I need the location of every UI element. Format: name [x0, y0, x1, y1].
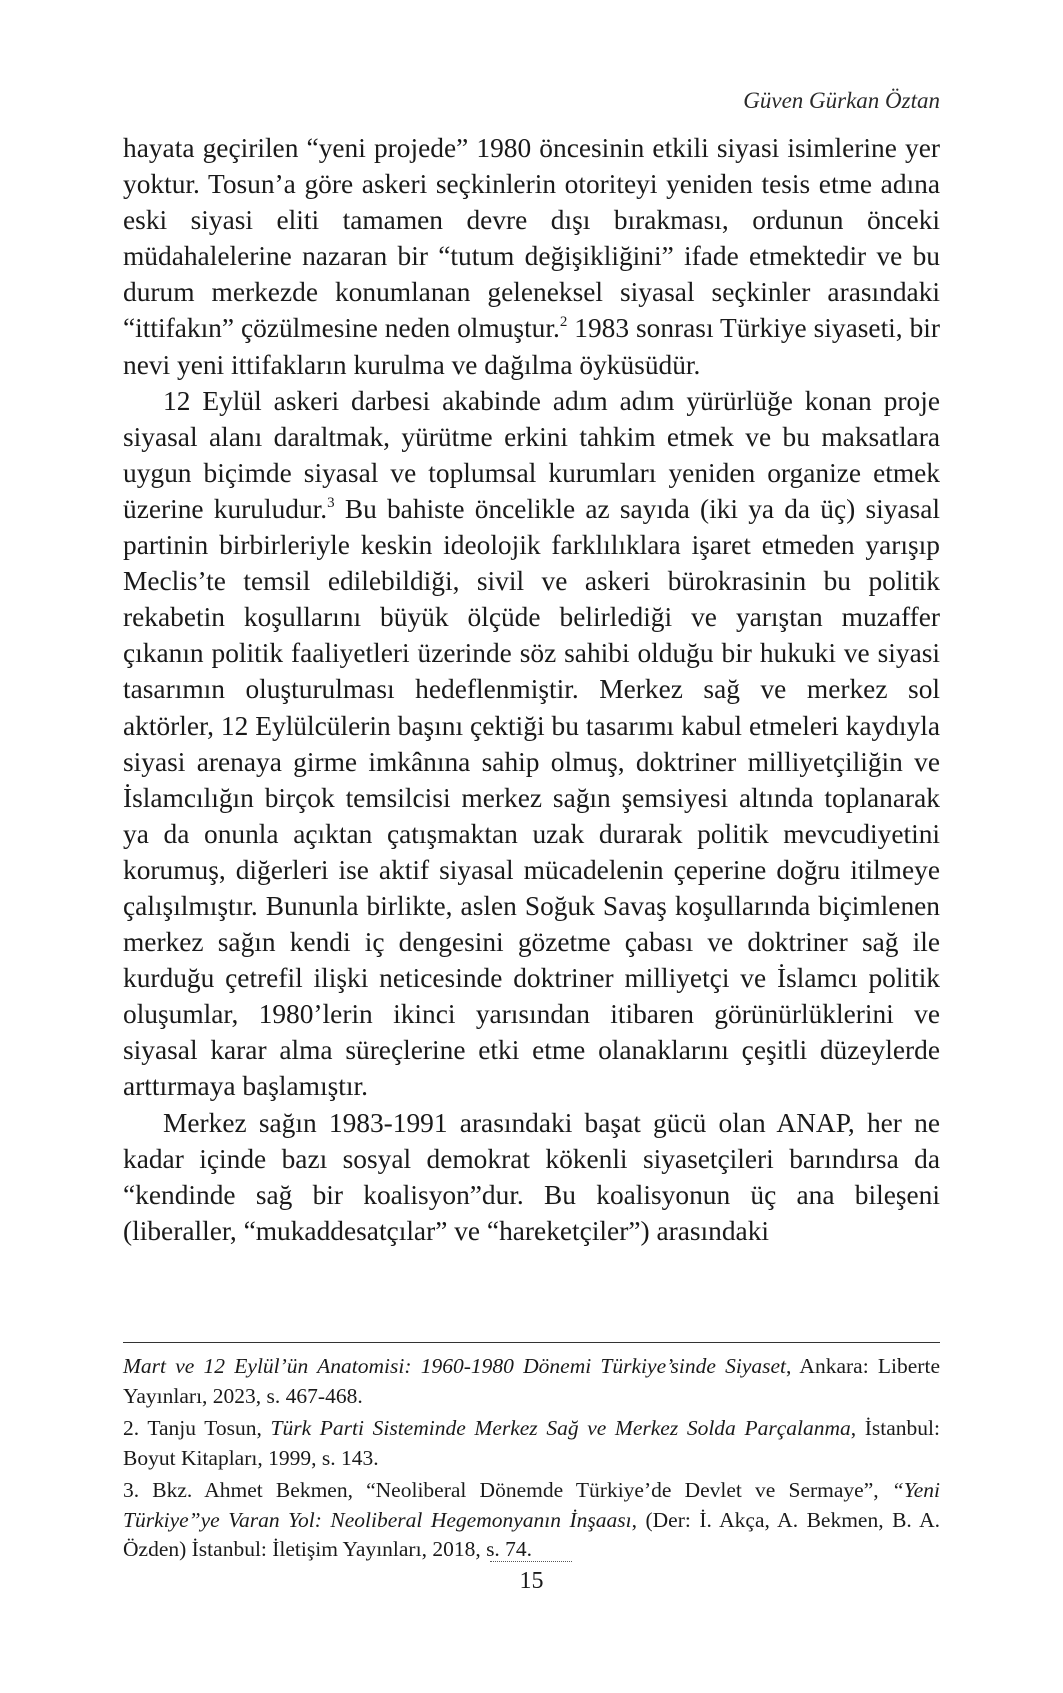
- text-run: , (Der: İ. Akça, A. Bekmen, B. A. Özden) İstanbul: İletişim Yayınları, 2018, s. 74.: [123, 1507, 940, 1561]
- body-text: [123, 130, 940, 1249]
- text-run: , İstanbul: Boyut Kitapları, 1999, s. 143.: [123, 1416, 940, 1470]
- folio-ornament: [490, 1561, 572, 1562]
- paragraph: [123, 130, 940, 383]
- text-run: Merkez sağın 1983-1991 arasındaki başat gücü olan ANAP, her ne kadar içinde bazı sosyal demokrat kökenli siyasetçileri barındırsa da “kendinde sağ bir koalisyon”dur. Bu koalisyonun üç ana bileşeni (liberaller, “mukaddesatçılar” ve “hareketçiler”) arasındaki: [123, 1107, 940, 1246]
- text-run: hayata geçirilen “yeni projede” 1980 öncesinin etkili siyasi isimlerine yer yoktur. Tosun’a göre askeri seçkinlerin otoriteyi yeniden tesis etme adına eski siyasi eliti tamamen devre dışı bırakması, ordunun önceki müdahalelerine nazaran bir “tutum değişikliğini” ifade etmektedir ve bu durum merkezde konumlanan geleneksel siyasal seçkinler arasındaki “ittifakın” çözülmesine neden olmuştur.: [123, 133, 940, 344]
- italic-text: Mart ve 12 Eylül’ün Anatomisi: 1960-1980 Dönemi Türkiye’sinde Siyaset: [123, 1354, 787, 1378]
- running-head: Güven Gürkan Öztan: [743, 88, 940, 113]
- footnote-ref: 2: [559, 314, 568, 331]
- text-run: , Ankara: Liberte Yayınları, 2023, s. 467-468.: [123, 1354, 940, 1408]
- italic-text: “Yeni Türkiye”ye Varan Yol: Neoliberal Hegemonyanın İnşaası: [123, 1478, 940, 1532]
- footnote-ref: 3: [327, 494, 335, 511]
- footnotes: [123, 1352, 940, 1568]
- page-number: 15: [519, 1568, 544, 1594]
- footnote: [123, 1476, 940, 1565]
- footnote: [123, 1414, 940, 1473]
- text-run: 1983 sonrası Türkiye siyaseti, bir nevi yeni ittifakların kurulma ve dağılma öyküsüdür.: [123, 313, 940, 380]
- text-run: 2. Tanju Tosun,: [123, 1416, 271, 1440]
- paragraph: [123, 1105, 940, 1249]
- footnote: [123, 1352, 940, 1411]
- text-run: 3. Bkz. Ahmet Bekmen, “Neoliberal Dönemde Türkiye’de Devlet ve Sermaye”,: [123, 1478, 892, 1502]
- text-run: Bu bahiste öncelikle az sayıda (iki ya da üç) siyasal partinin birbirleriyle keskin ideolojik farklılıklara işaret etmeden yarışıp Meclis’te temsil edilebildiği, sivil ve askeri bürokrasinin bu politik rekabetin koşullarını büyük ölçüde belirlediği ve yarıştan muzaffer çıkanın politik faaliyetleri üzerinde söz sahibi olduğu bir hukuki ve siyasi tasarımın oluşturulması hedeflenmiştir. Merkez sağ ve merkez sol aktörler, 12 Eylülcülerin başını çektiği bu tasarımı kabul etmeleri kaydıyla siyasi arenaya girme imkânına sahip olmuş, doktriner milliyetçiliğin ve İslamcılığın birçok temsilcisi merkez sağın şemsiyesi altında toplanarak ya da onunla açıktan çatışmaktan uzak durarak politik mevcudiyetini korumuş, diğerleri ise aktif siyasal mücadelenin çeperine doğru itilmeye çalışılmıştır. Bununla birlikte, aslen Soğuk Savaş koşullarında biçimlenen merkez sağın kendi iç dengesini gözetme çabası ve doktriner sağ ile kurduğu çetrefil ilişki neticesinde doktriner milliyetçi ve İslamcı politik oluşumlar, 1980’lerin ikinci yarısından itibaren görünürlüklerini ve siyasal karar alma süreçlerine etki etme olanaklarını çeşitli düzeylerde arttırmaya başlamıştır.: [123, 493, 940, 1102]
- paragraph: [123, 383, 940, 1105]
- footnote-separator: [123, 1342, 940, 1343]
- text-run: 12 Eylül askeri darbesi akabinde adım adım yürürlüğe konan proje siyasal alanı daraltmak, yürütme erkini tahkim etmek ve bu maksatlara uygun biçimde siyasal ve toplumsal kurumları yeniden organize etmek üzerine kuruludur.: [123, 385, 940, 524]
- italic-text: Türk Parti Sisteminde Merkez Sağ ve Merkez Solda Parçalanma: [270, 1416, 851, 1440]
